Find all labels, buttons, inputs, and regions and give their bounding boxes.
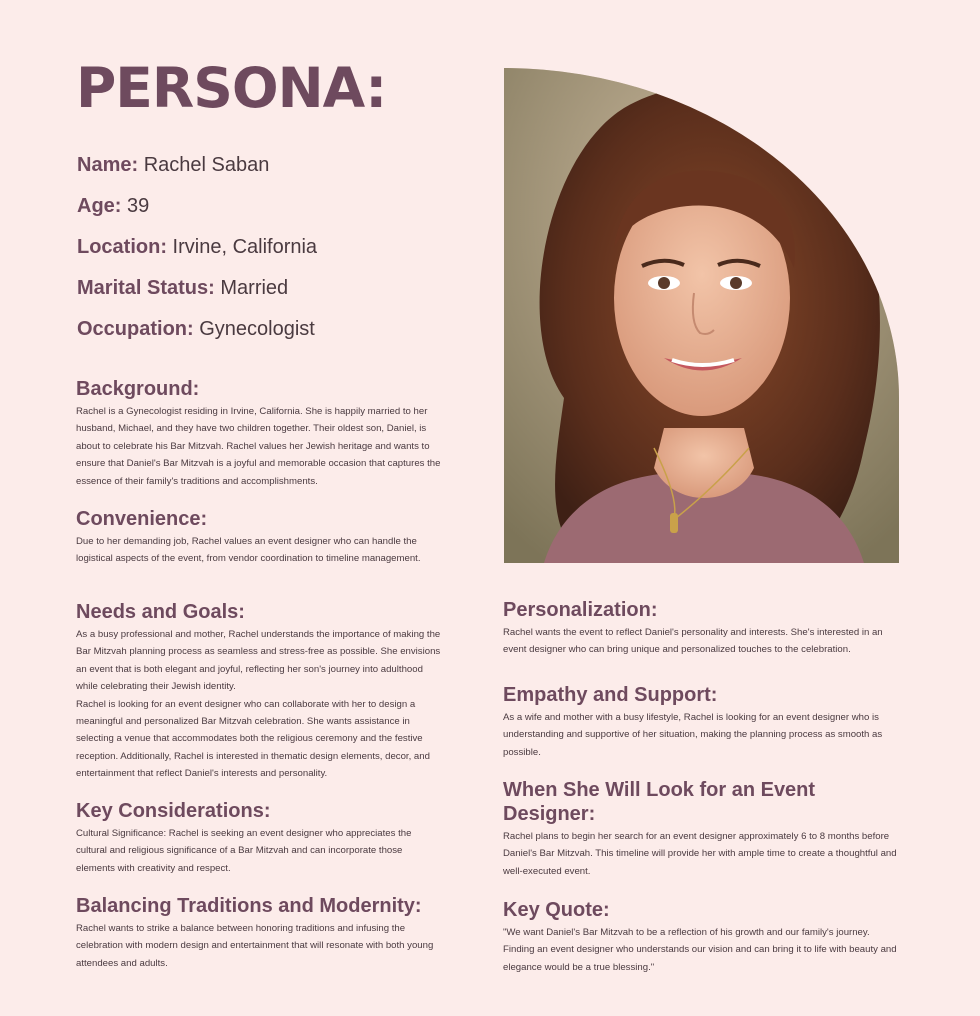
section-convenience (76, 507, 441, 568)
fact-value: Married (214, 277, 289, 299)
fact-value: 39 (121, 195, 150, 217)
quote-text: "We want Daniel's Bar Mitzvah to be a reflection of his growth and our family's journey. Finding an event designer who understands our vision and can bring it to life with beauty and elegance would be a true blessing." (503, 927, 897, 973)
fact-value: Rachel Saban (138, 154, 270, 176)
section-background (76, 377, 441, 490)
section-text: Rachel plans to begin her search for an event designer approximately 6 to 8 months before Daniel's Bar Mitzvah. This timeline will provide her with ample time to create a thoughtful and well-executed event. (503, 831, 897, 877)
persona-facts (77, 145, 477, 350)
section-heading: Convenience: (76, 508, 208, 530)
section-empathy-and-support (503, 683, 903, 761)
fact-label: Name: (77, 154, 139, 176)
page-title: PERSONA: (76, 56, 387, 120)
section-heading: Empathy and Support: (503, 684, 718, 706)
section-text: Rachel is a Gynecologist residing in Irvine, California. She is happily married to her husband, Michael, and they have two children together. Their oldest son, Daniel, is about to celebrate his Bar Mitzvah. Rachel values her Jewish heritage and wants to ensure that Daniel's Bar Mitzvah is a joyful and memorable occasion that captures the essence of their family's traditions and accomplishments. (76, 406, 441, 487)
section-heading: Key Quote: (503, 899, 610, 921)
section-personalization (503, 598, 903, 659)
section-key-quote (503, 898, 903, 976)
section-text: Rachel wants to strike a balance between honoring traditions and infusing the celebration with modern design and entertainment that will resonate with both young attendees and adults. (76, 923, 434, 969)
section-key-considerations (76, 799, 441, 877)
fact-label: Occupation: (77, 318, 194, 340)
section-heading: Personalization: (503, 599, 658, 621)
section-balancing-traditions (76, 894, 441, 972)
section-text: Due to her demanding job, Rachel values an event designer who can handle the logistical aspects of the event, from vendor coordination to timeline management. (76, 536, 421, 565)
fact-age (77, 186, 477, 227)
section-text: Cultural Significance: Rachel is seeking an event designer who appreciates the cultural and religious significance of a Bar Mitzvah and can incorporate those elements with creativity and respect. (76, 828, 412, 874)
fact-name (77, 145, 477, 186)
section-text: Rachel is looking for an event designer who can collaborate with her to design a meaningful and personalized Bar Mitzvah celebration. She wants assistance in selecting a venue that accommodates both the religious ceremony and the festive reception. Additionally, Rachel is interested in thematic design elements, decor, and entertainment that reflect Daniel's interests and personality. (76, 698, 430, 780)
section-when-she-will-look (503, 778, 897, 880)
fact-marital-status (77, 268, 477, 309)
fact-label: Marital Status: (77, 277, 215, 299)
section-heading: Key Considerations: (76, 800, 271, 822)
section-text: As a wife and mother with a busy lifestyle, Rachel is looking for an event designer who is understanding and supportive of her situation, making the planning process as smooth as possible. (503, 712, 883, 758)
section-text: As a busy professional and mother, Rachel understands the importance of making the Bar Mitzvah planning process as seamless and stress-free as possible. She envisions an event that is both elegant and joyful, reflecting her son's journey into adulthood while celebrating their Jewish identity. (76, 629, 441, 693)
section-heading: Needs and Goals: (76, 601, 245, 623)
section-heading: When She Will Look for an Event Designer: (503, 779, 816, 825)
fact-label: Age: (77, 195, 122, 217)
fact-value: Gynecologist (193, 318, 315, 340)
section-heading: Balancing Traditions and Modernity: (76, 895, 422, 917)
fact-label: Location: (77, 236, 167, 258)
fact-occupation (77, 309, 477, 350)
section-heading: Background: (76, 378, 200, 400)
persona-photo (504, 68, 899, 563)
section-text: Rachel wants the event to reflect Daniel's personality and interests. She's interested in an event designer who can bring unique and personalized touches to the celebration. (503, 627, 883, 656)
fact-value: Irvine, California (167, 236, 318, 258)
section-needs-and-goals (76, 600, 441, 783)
fact-location (77, 227, 477, 268)
portrait-image (504, 68, 899, 563)
